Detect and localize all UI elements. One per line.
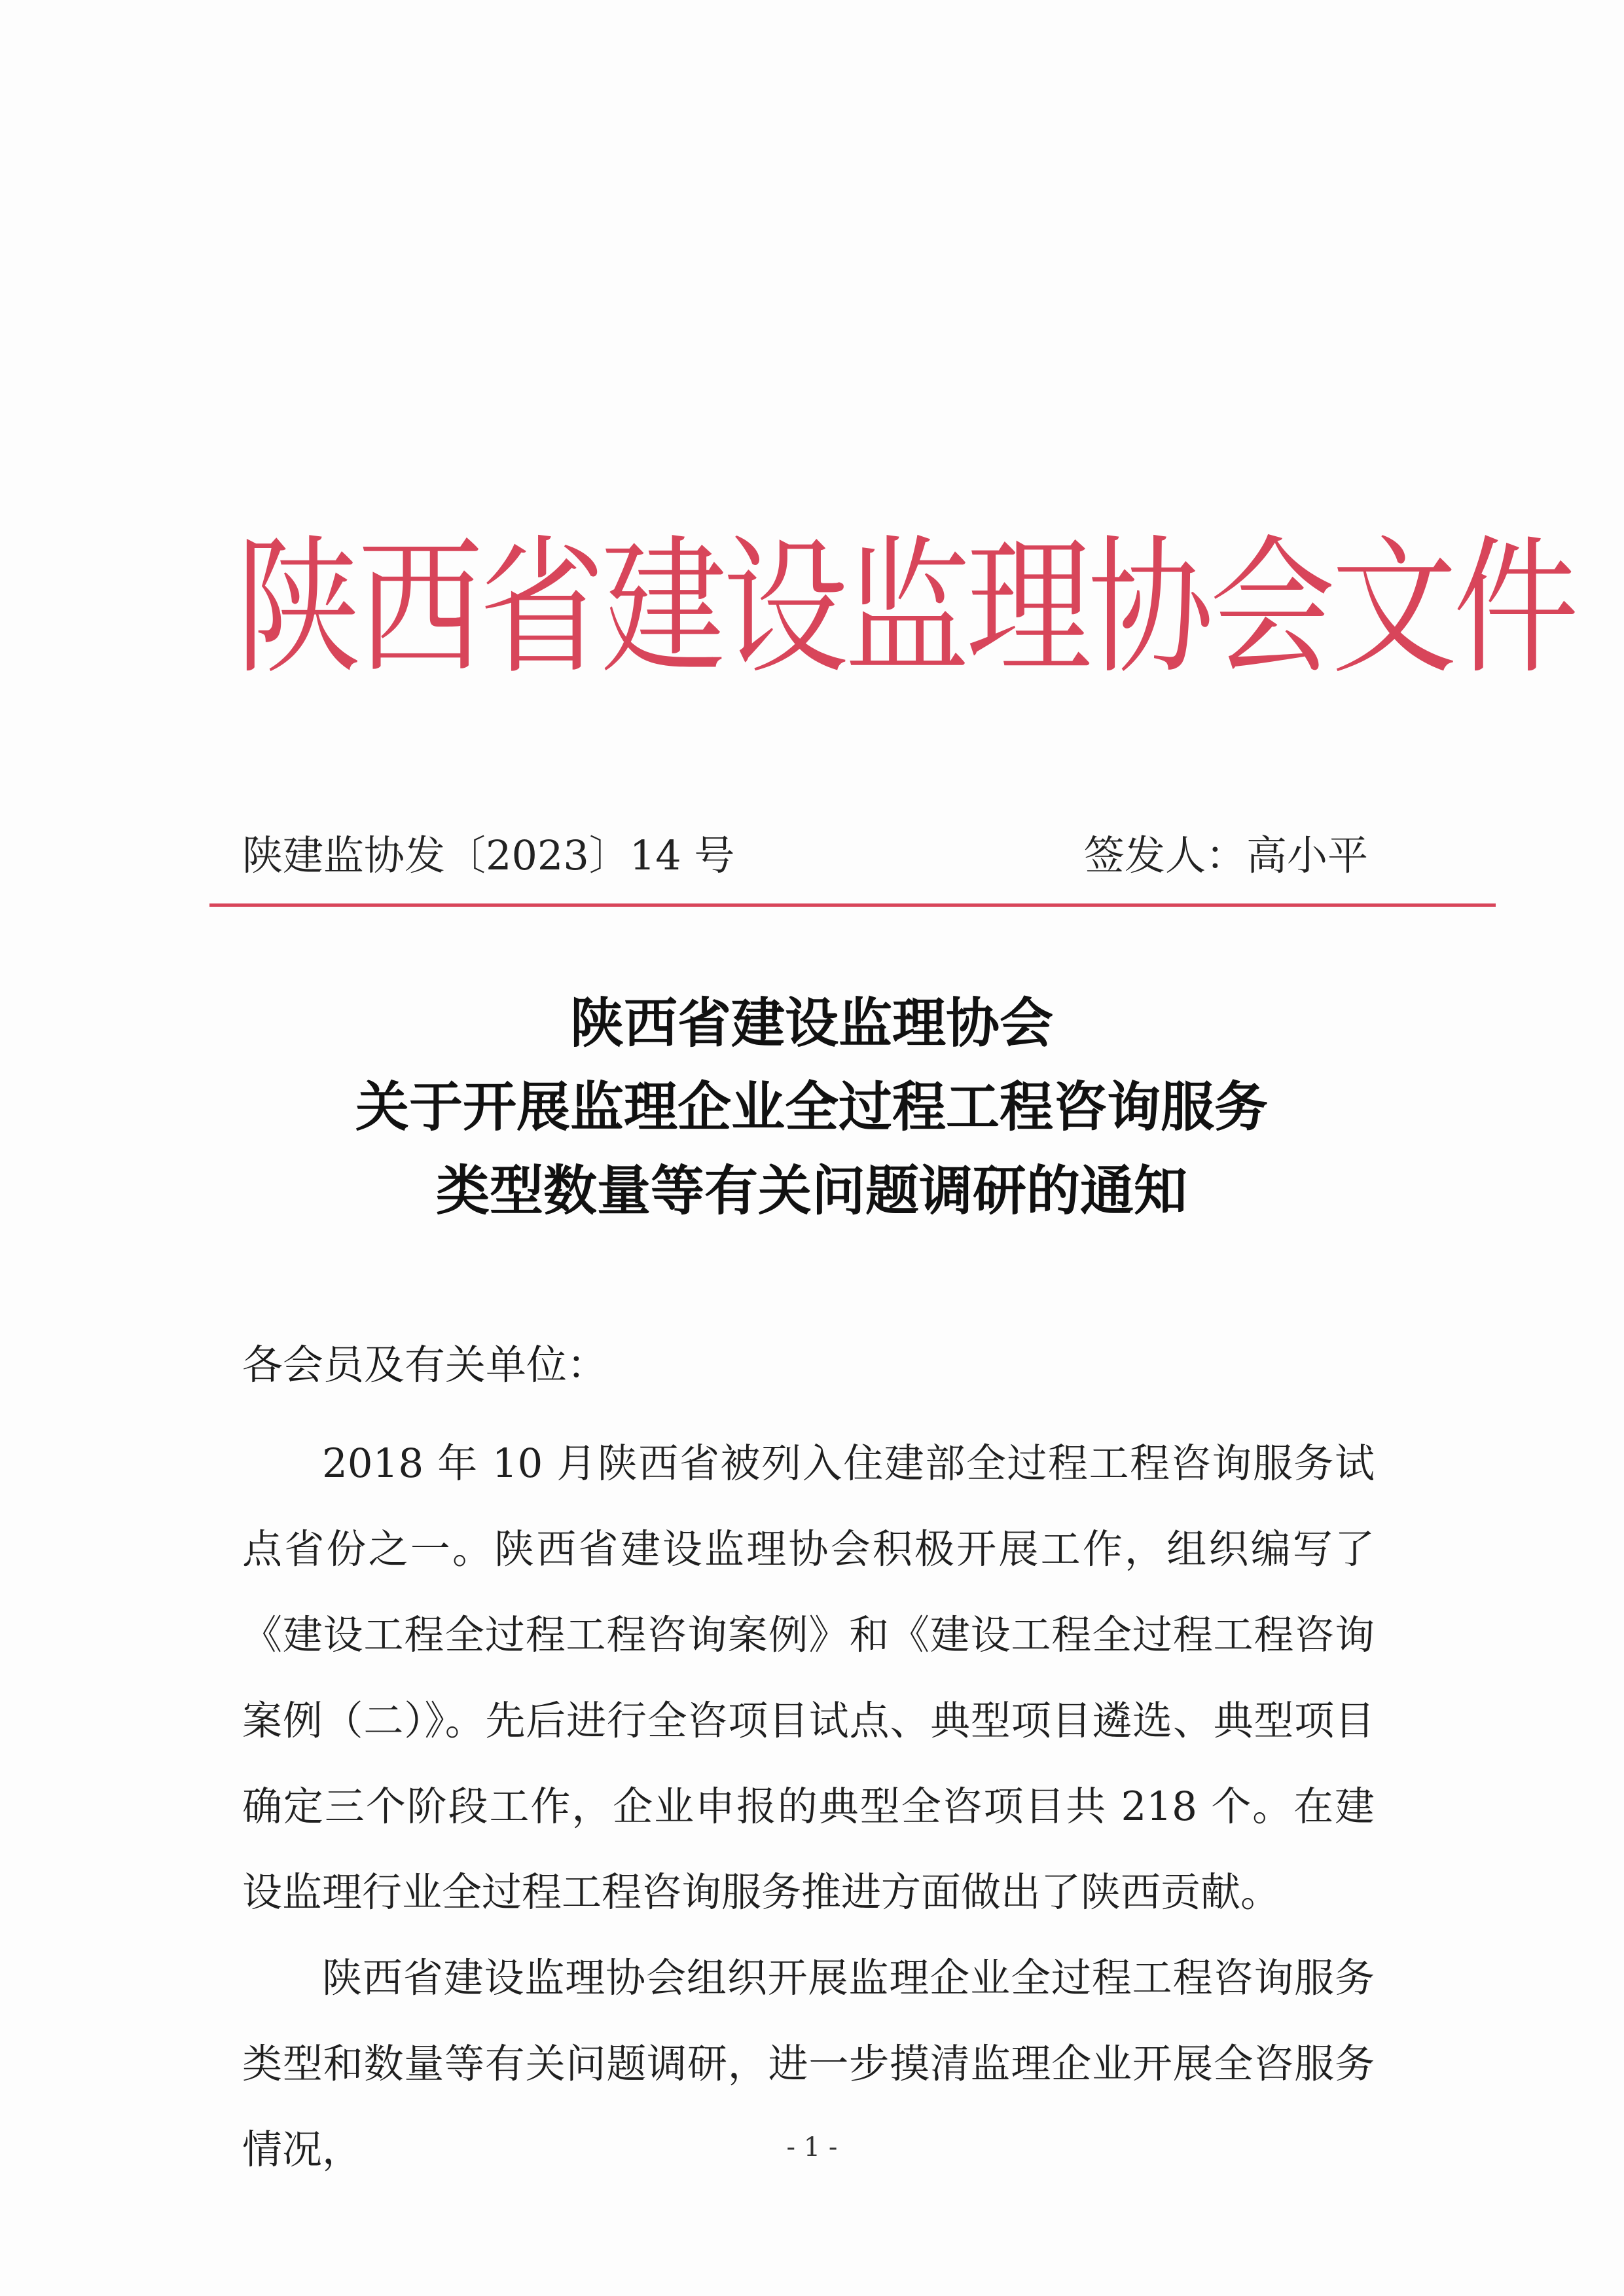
title-line-3: 类型数量等有关问题调研的通知 — [435, 1160, 1187, 1222]
salutation: 各会员及有关单位： — [242, 1341, 608, 1389]
red-divider-line — [209, 903, 1496, 907]
body-paragraph-2: 陕西省建设监理协会组织开展监理企业全过程工程咨询服务类型和数量等有关问题调研，进一步摸清监理企业开展全咨服务情况， — [242, 1955, 1375, 2173]
body-text — [242, 1421, 1375, 2193]
page-number: - 1 - — [786, 2132, 838, 2162]
document-masthead: 陕西省建设监理协会文件 — [236, 522, 1575, 695]
title-line-2: 关于开展监理企业全过程工程咨询服务 — [355, 1076, 1268, 1139]
notice-title — [209, 982, 1414, 1233]
document-meta-row — [242, 826, 1368, 885]
title-line-1: 陕西省建设监理协会 — [569, 993, 1053, 1055]
body-paragraph-1: 2018 年 10 月陕西省被列入住建部全过程工程咨询服务试点省份之一。陕西省建设监理协会积极开展工作，组织编写了《建设工程全过程工程咨询案例》和《建设工程全过程工程咨询案例（二）》。先后进行全咨项目试点、典型项目遴选、典型项目确定三个阶段工作，企业申报的典型全咨项目共 218 个。在建设监理行业全过程工程咨询服务推进方面做出了陕西贡献。 — [242, 1440, 1375, 1916]
document-number: 陕建监协发〔2023〕14 号 — [242, 831, 735, 879]
signer: 签发人：高小平 — [1083, 831, 1368, 879]
